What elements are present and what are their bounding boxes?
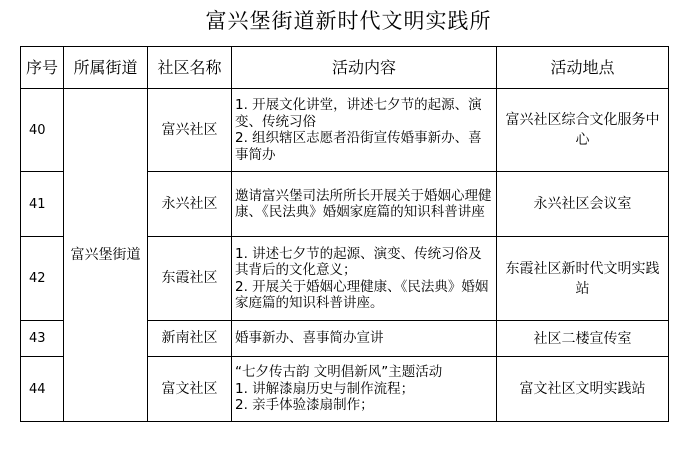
header-location: 活动地点 [497, 47, 669, 89]
page-title: 富兴堡街道新时代文明实践所 [205, 9, 492, 33]
header-content: 活动内容 [232, 47, 497, 89]
content-line: 婚事新办、喜事简办宣讲 [235, 330, 384, 347]
table-header-row [21, 47, 669, 89]
table-row [21, 89, 669, 172]
content-line: 2. 开展关于婚姻心理健康、《民法典》婚姻家庭篇的知识科普讲座。 [235, 278, 489, 311]
activity-content [232, 89, 497, 172]
content-line: 1. 讲解漆扇历史与制作流程； [235, 380, 415, 397]
activity-content [232, 321, 497, 357]
street-name: 富兴堡街道 [64, 89, 148, 422]
row-number: 44 [21, 357, 64, 422]
activity-location: 富文社区文明实践站 [497, 357, 669, 422]
content-line: 2. 亲手体验漆扇制作； [235, 397, 374, 414]
header-number: 序号 [21, 47, 64, 89]
community-name: 富兴社区 [148, 89, 232, 172]
activity-location: 东霞社区新时代文明实践站 [497, 237, 669, 321]
community-name: 永兴社区 [148, 172, 232, 237]
activity-content [232, 172, 497, 237]
row-number: 43 [21, 321, 64, 357]
community-name: 东霞社区 [148, 237, 232, 321]
activity-content [232, 237, 497, 321]
content-line: 邀请富兴堡司法所所长开展关于婚姻心理健康、《民法典》婚姻家庭篇的知识科普讲座 [235, 187, 492, 220]
community-name: 新南社区 [148, 321, 232, 357]
row-number: 41 [21, 172, 64, 237]
row-number: 42 [21, 237, 64, 321]
content-line: 1. 开展文化讲堂，讲述七夕节的起源、演变、传统习俗 [235, 97, 482, 130]
content-line: 2. 组织辖区志愿者沿街宣传婚事新办、喜事简办 [235, 130, 482, 163]
activity-location: 永兴社区会议室 [497, 172, 669, 237]
community-name: 富文社区 [148, 357, 232, 422]
activity-location: 富兴社区综合文化服务中心 [497, 89, 669, 172]
activity-content [232, 357, 497, 422]
activity-table [20, 46, 669, 422]
activity-location: 社区二楼宣传室 [497, 321, 669, 357]
row-number: 40 [21, 89, 64, 172]
header-community: 社区名称 [148, 47, 232, 89]
content-line: 1. 讲述七夕节的起源、演变、传统习俗及其背后的文化意义； [235, 245, 482, 278]
content-line: “七夕传古韵 文明倡新风”主题活动 [235, 364, 443, 381]
header-street: 所属街道 [64, 47, 148, 89]
